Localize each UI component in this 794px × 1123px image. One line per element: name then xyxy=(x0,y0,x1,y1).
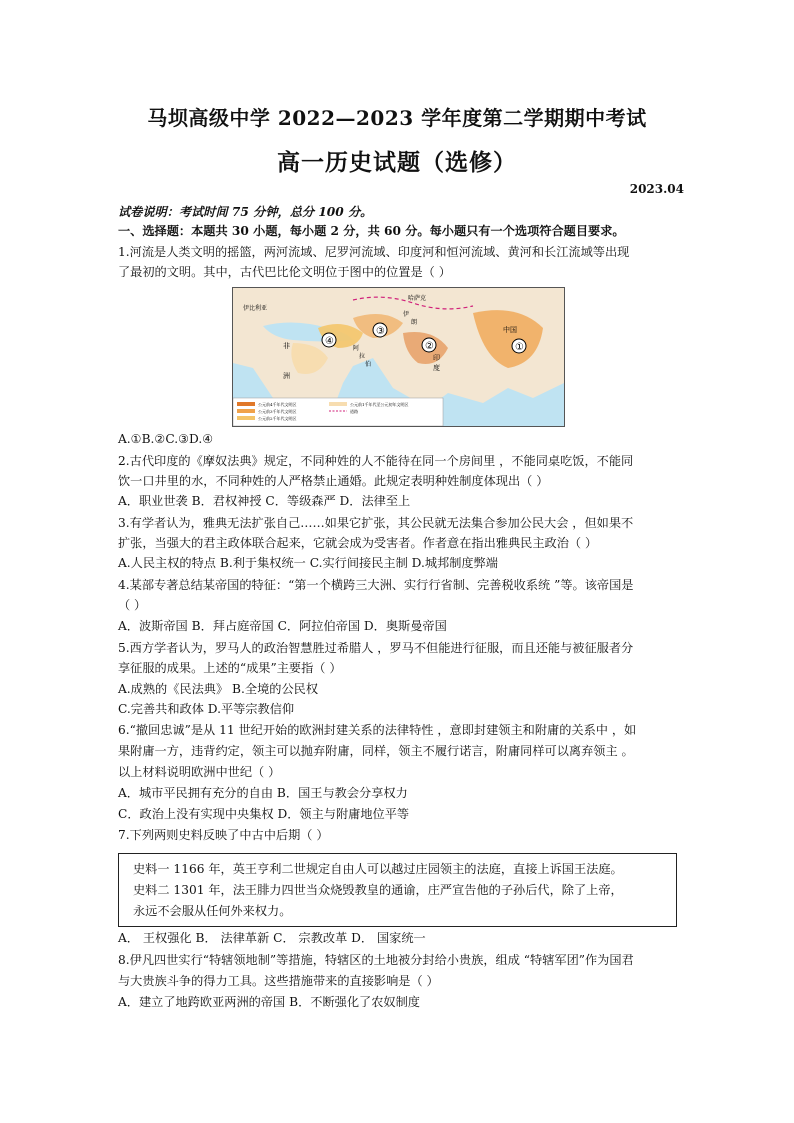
legend-label-4: 公元前1千年代至公元初年文明区 xyxy=(350,402,409,407)
label-yi: 伊 xyxy=(403,311,410,318)
q4-stem-line1: 4.某部专著总结某帝国的特征：“第一个横跨三大洲、实行行省制、完善税收系统 ”等。该帝国是 xyxy=(118,578,634,592)
label-zhou: 洲 xyxy=(283,372,290,380)
q3-stem-line2: 扩张，当强大的君主政体联合起来，它就会成为受害者。作者意在指出雅典民主政治（ ） xyxy=(118,536,598,550)
q3-options: A.人民主权的特点 B.利于集权统一 C.实行间接民主制 D.城邦制度弊端 xyxy=(118,556,498,570)
legend-label-5: 道路 xyxy=(350,409,358,414)
exam-notice: 试卷说明：考试时间 75 分钟，总分 100 分。 xyxy=(118,205,373,219)
label-yin: 印 xyxy=(433,354,440,362)
q6-stem-line1: 6.“撤回忠诚”是从 11 世纪开始的欧洲封建关系的法律特性 ，意即封建领主和附庸的关系中 ，如 xyxy=(118,723,637,737)
q8-stem-line1: 8.伊凡四世实行“特辖领地制”等措施，特辖区的土地被分封给小贵族，组成 “特辖军团”作为国君 xyxy=(118,953,634,967)
label-la: 拉 xyxy=(359,353,366,360)
legend-label-3: 公元前2千年代文明区 xyxy=(258,416,297,421)
q7-source2: 史料二 1301 年，法王腓力四世当众烧毁教皇的通谕，庄严宣告他的子孙后代，除了上帝， xyxy=(133,883,623,897)
q6-option-row2: C．政治上没有实现中央集权 D．领主与附庸地位平等 xyxy=(118,807,410,821)
q8-stem-line2: 与大贵族斗争的得力工具。这些措施带来的直接影响是（ ） xyxy=(118,974,439,988)
legend-swatch-1 xyxy=(237,402,255,406)
q1-options: A.①B.②C.③D.④ xyxy=(118,432,214,446)
exam-subtitle: 高一历史试题（选修） xyxy=(277,149,517,176)
q2-stem-line1: 2.古代印度的《摩奴法典》规定，不同种姓的人不能待在同一个房间里 ，不能同桌吃饭，不能同 xyxy=(118,454,634,468)
q7-options: A． 王权强化 B． 法律革新 C． 宗教改革 D． 国家统一 xyxy=(118,931,426,945)
label-fei: 非 xyxy=(283,342,290,350)
marker-2: ② xyxy=(425,341,434,352)
marker-3: ③ xyxy=(376,326,385,337)
legend-label-1: 公元前4千年代文明区 xyxy=(258,402,297,407)
q2-stem-line2: 饮一口井里的水，不同种姓的人严格禁止通婚。此规定表明种姓制度体现出（ ） xyxy=(118,474,549,488)
label-kazakh: 哈萨克 xyxy=(408,295,427,302)
legend-label-2: 公元前3千年代文明区 xyxy=(258,409,297,414)
q2-options: A．职业世袭 B．君权神授 C．等级森严 D．法律至上 xyxy=(118,494,411,508)
legend-swatch-2 xyxy=(237,409,255,413)
marker-4: ④ xyxy=(325,336,334,347)
label-bo: 伯 xyxy=(365,361,372,368)
q7-stem: 7.下列两则史料反映了中古中后期（ ） xyxy=(118,828,329,842)
q5-stem-line1: 5.西方学者认为，罗马人的政治智慧胜过希腊人 ，罗马不但能进行征服，而且还能与被征服者分 xyxy=(118,641,634,655)
q3-stem-line1: 3.有学者认为，雅典无法扩张自己……如果它扩张，其公民就无法集合参加公民大会 ，但如果不 xyxy=(118,516,634,530)
q7-source-box xyxy=(118,853,677,927)
q7-source1: 史料一 1166 年，英王亨利二世规定自由人可以越过庄园领主的法庭，直接上诉国王法庭。 xyxy=(133,862,623,876)
q4-stem-line2: （ ） xyxy=(118,598,147,612)
label-china: 中国 xyxy=(503,326,517,334)
q5-option-row2: C.完善共和政体 D.平等宗教信仰 xyxy=(118,702,295,716)
legend-swatch-4 xyxy=(329,402,347,406)
q8-options: A．建立了地跨欧亚两洲的帝国 B．不断强化了农奴制度 xyxy=(118,995,420,1009)
q6-option-row1: A．城市平民拥有充分的自由 B．国王与教会分享权力 xyxy=(118,786,408,800)
q1-stem-line1: 1.河流是人类文明的摇篮，两河流域、尼罗河流域、印度河和恒河流域、黄河和长江流域等出现 xyxy=(118,245,630,259)
q6-stem-line2: 果附庸一方，违背约定，领主可以抛弃附庸，同样，领主不履行诺言，附庸同样可以离弃领主 。 xyxy=(118,744,634,758)
q1-stem-line2: 了最初的文明。其中，古代巴比伦文明位于图中的位置是（ ） xyxy=(118,265,451,279)
label-a: 阿 xyxy=(353,345,360,352)
q5-option-row1: A.成熟的《民法典》 B.全境的公民权 xyxy=(118,682,319,696)
map-graphic xyxy=(233,288,564,426)
civilization-map xyxy=(232,287,565,427)
legend-swatch-3 xyxy=(237,416,255,420)
q7-source3: 永远不会服从任何外来权力。 xyxy=(133,904,292,918)
exam-date: 2023.04 xyxy=(629,182,684,196)
section-heading: 一、选择题：本题共 30 小题，每小题 2 分，共 60 分。每小题只有一个选项符合题目要求。 xyxy=(118,224,625,238)
label-lang: 朗 xyxy=(411,319,418,326)
q5-stem-line2: 享征服的成果。上述的“成果”主要指（ ） xyxy=(118,661,342,675)
label-du: 度 xyxy=(433,364,440,372)
exam-title: 马坝高级中学 2022—2023 学年度第二学期期中考试 xyxy=(147,106,647,130)
q6-stem-line3: 以上材料说明欧洲中世纪（ ） xyxy=(118,765,281,779)
label-iberia: 伊比利亚 xyxy=(243,305,268,312)
marker-1: ① xyxy=(515,342,524,353)
q4-options: A．波斯帝国 B．拜占庭帝国 C．阿拉伯帝国 D．奥斯曼帝国 xyxy=(118,619,447,633)
